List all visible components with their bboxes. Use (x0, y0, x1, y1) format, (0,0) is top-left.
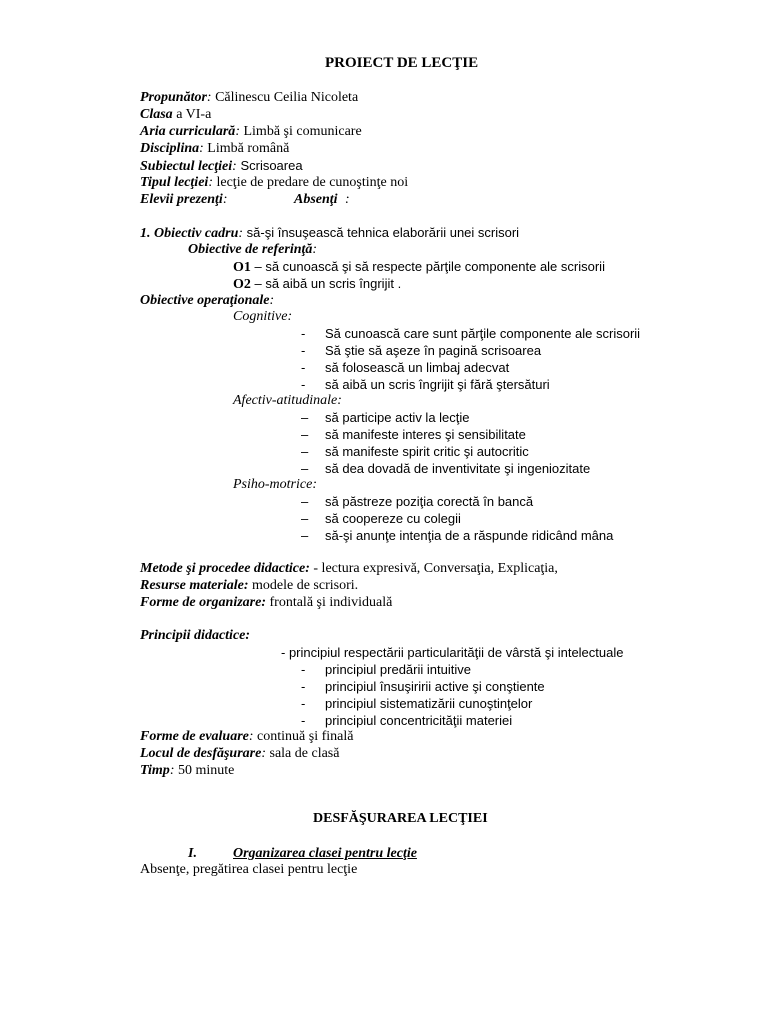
psiho-sep: : (312, 477, 317, 492)
objective-o1 (233, 258, 605, 276)
field-tipul (140, 174, 408, 191)
principii-heading: Principii didactice: (140, 628, 251, 643)
list-dash: - (301, 679, 306, 694)
field-sep: : (206, 90, 212, 105)
list-dash: – (301, 461, 309, 476)
list-dash: - (301, 360, 306, 375)
field-value: - lectura expresivă, Conversaţia, Explicaţia, (309, 561, 558, 576)
list-text: să participe activ la lecţie (325, 410, 470, 425)
list-item (301, 712, 513, 729)
field-disciplina (140, 140, 289, 157)
field-value: modele de scrisori. (248, 578, 359, 593)
field-resurse (140, 577, 358, 594)
list-dash: - (301, 662, 306, 677)
field-label: Forme de evaluare (140, 729, 249, 744)
section-number: I. (188, 846, 197, 861)
field-label: Locul de desfăşurare (140, 746, 262, 761)
field-sep: : (248, 729, 254, 744)
list-text: principiul predării intuitive (325, 662, 471, 677)
list-item (301, 678, 545, 695)
obiective-operationale (140, 292, 274, 309)
list-item (301, 325, 641, 342)
afectiv-label: Afectiv-atitudinale (233, 393, 338, 408)
list-text: principiul însuşiririi active şi conştiente (325, 679, 545, 694)
field-locul (140, 745, 339, 762)
field-sep: : (222, 192, 228, 207)
list-dash: – (301, 410, 309, 425)
cognitive-heading (233, 308, 292, 325)
field-value: a VI-a (172, 107, 212, 122)
field-value: Limbă şi comunicare (239, 124, 362, 139)
list-text: să coopereze cu colegii (325, 511, 461, 526)
list-item (301, 510, 461, 527)
field-clasa (140, 106, 211, 123)
field-value: Limbă română (203, 141, 290, 156)
field-subiectul (140, 157, 303, 175)
field-label: Forme de organizare: (140, 595, 266, 610)
field-label: Propunător (140, 90, 207, 105)
list-dash: – (301, 444, 309, 459)
list-item (301, 359, 510, 376)
field-value: frontală şi individuală (266, 595, 393, 610)
field-value: Călinescu Ceilia Nicoleta (211, 90, 359, 105)
list-text: Să cunoască care sunt părţile componente ale scrisorii (325, 326, 641, 341)
cognitive-sep: : (287, 309, 293, 324)
field-sep: : (232, 159, 237, 174)
list-dash: – (301, 511, 309, 526)
field-absent-sep: : (345, 192, 350, 207)
objective-o2 (233, 275, 401, 293)
field-label: Resurse materiale: (140, 578, 249, 593)
field-propunator (140, 89, 358, 106)
field-label: Aria curriculară (140, 124, 236, 139)
list-text: să păstreze poziţia corectă în bancă (325, 494, 534, 509)
psiho-label: Psiho-motrice (233, 477, 313, 492)
field-metode (140, 560, 558, 577)
obiectiv-cadru-value: să-şi însuşească tehnica elaborării unei scrisori (243, 225, 520, 240)
obiective-referinta (188, 241, 317, 258)
afectiv-heading (233, 392, 342, 409)
field-label: Disciplina (140, 141, 200, 156)
document-title: PROIECT DE LECŢIE (325, 55, 479, 71)
list-item (301, 460, 591, 477)
field-aria (140, 123, 362, 140)
field-absent-label: Absenţi (294, 192, 338, 207)
list-item (301, 661, 471, 678)
field-value: 50 minute (174, 763, 235, 778)
principii-first: - principiul respectării particularităţii de vârstă şi intelectuale (281, 645, 624, 660)
list-text: să manifeste spirit critic şi autocritic (325, 444, 529, 459)
list-item (301, 342, 542, 359)
obiective-operationale-label: Obiective operaţionale (140, 293, 270, 308)
obiective-operationale-sep: : (269, 293, 275, 308)
list-item (301, 493, 534, 510)
list-text: Să ştie să aşeze în pagină scrisoarea (325, 343, 542, 358)
field-sep: : (235, 124, 240, 139)
obiective-referinta-sep: : (312, 242, 318, 257)
afectiv-sep: : (337, 393, 342, 408)
list-text: să manifeste interes şi sensibilitate (325, 427, 526, 442)
field-label: Metode şi procedee didactice: (140, 561, 310, 576)
list-item (301, 443, 529, 460)
field-value: continuă şi finală (253, 729, 354, 744)
list-item (301, 426, 526, 443)
field-value: Scrisoarea (236, 158, 303, 173)
list-text: principiul sistematizării cunoştinţelor (325, 696, 533, 711)
field-value: lecţie de predare de cunoştinţe noi (212, 175, 409, 190)
subsection-title: Organizarea clasei pentru lecţie (233, 846, 417, 861)
field-label: Tipul lecţiei (140, 175, 209, 190)
field-label: Elevii prezenţi (140, 192, 223, 207)
field-forme-evaluare (140, 728, 353, 745)
obiective-referinta-label: Obiective de referinţă (188, 242, 313, 257)
list-text: să folosească un limbaj adecvat (325, 360, 510, 375)
field-elevi (140, 191, 350, 208)
psiho-heading (233, 476, 317, 493)
objective-code: O1 (233, 260, 251, 275)
list-text: să dea dovadă de inventivitate şi ingeniozitate (325, 461, 591, 476)
list-dash: - (301, 377, 306, 392)
list-dash: - (301, 326, 306, 341)
list-dash: - (301, 696, 306, 711)
list-text: să-şi anunţe intenţia de a răspunde ridicând mâna (325, 528, 614, 543)
list-item (301, 527, 614, 544)
objective-text: – să aibă un scris îngrijit . (250, 276, 402, 291)
list-dash: – (301, 427, 309, 442)
list-dash: – (301, 494, 309, 509)
section-title: DESFĂŞURAREA LECŢIEI (313, 811, 488, 826)
field-sep: : (261, 746, 266, 761)
field-sep: : (199, 141, 204, 156)
field-value: sala de clasă (266, 746, 340, 761)
field-sep: : (169, 763, 175, 778)
list-item (301, 409, 470, 426)
objective-text: – să cunoască şi să respecte părţile componente ale scrisorii (250, 259, 605, 274)
obiectiv-cadru-sep: : (238, 226, 244, 241)
field-timp (140, 762, 234, 779)
field-label: Clasa (140, 107, 173, 122)
obiectiv-cadru (140, 224, 519, 242)
field-forme-organizare (140, 594, 392, 611)
list-text: principiul concentricităţii materiei (325, 713, 513, 728)
field-label: Timp (140, 763, 170, 778)
obiectiv-cadru-label: 1. Obiectiv cadru (140, 226, 239, 241)
field-sep: : (208, 175, 213, 190)
list-dash: - (301, 713, 306, 728)
list-dash: - (301, 343, 306, 358)
cognitive-label: Cognitive (233, 309, 288, 324)
list-dash: – (301, 528, 309, 543)
list-text: să aibă un scris îngrijit şi fără ştersături (325, 377, 550, 392)
list-item (301, 695, 533, 712)
objective-code: O2 (233, 277, 251, 292)
list-item (301, 376, 550, 393)
field-label: Subiectul lecţiei (140, 159, 233, 174)
subsection-text: Absenţe, pregătirea clasei pentru lecţie (140, 862, 358, 877)
